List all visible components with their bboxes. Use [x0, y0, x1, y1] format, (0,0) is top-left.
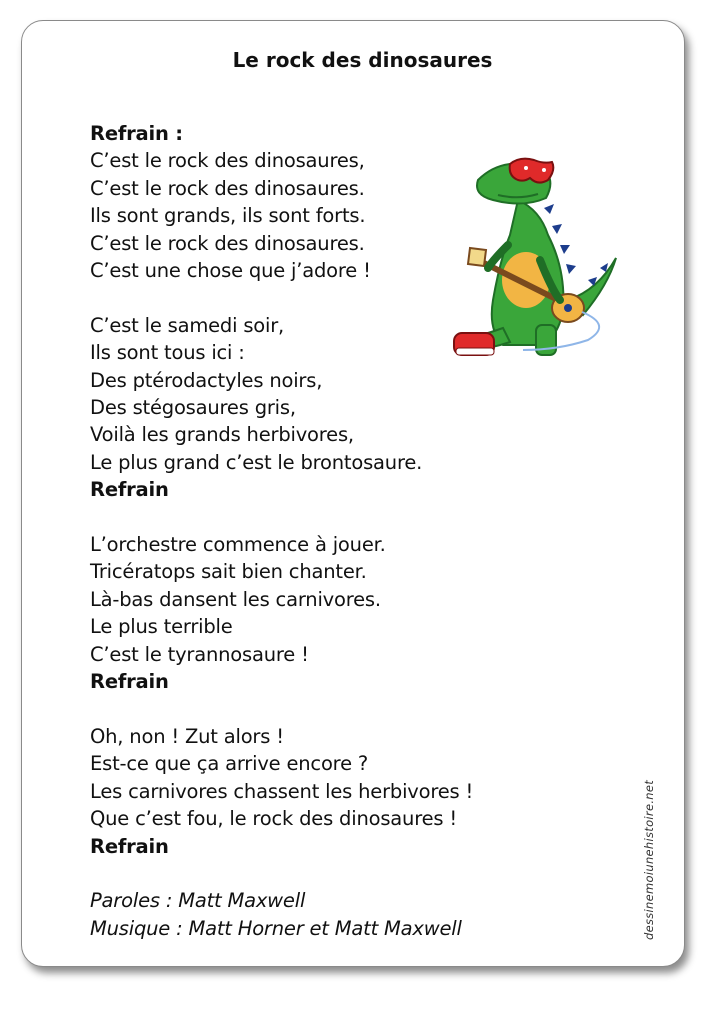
refrain-reference: Refrain	[90, 670, 169, 694]
website-watermark: dessinemoiunehistoire.net	[642, 779, 656, 940]
refrain-reference: Refrain	[90, 478, 169, 502]
verse2-line: Là-bas dansent les carnivores.	[90, 587, 381, 611]
verse1-line: Voilà les grands herbivores,	[90, 423, 354, 447]
verse2-line: C’est le tyrannosaure !	[90, 642, 309, 666]
refrain-line: C’est le rock des dinosaures,	[90, 149, 365, 173]
verse3-line: Oh, non ! Zut alors !	[90, 724, 284, 748]
refrain-line: Ils sont grands, ils sont forts.	[90, 204, 366, 228]
poem-title: Le rock des dinosaures	[232, 48, 493, 72]
verse2-line: L’orchestre commence à jouer.	[90, 533, 386, 557]
refrain-line: C’est le rock des dinosaures.	[90, 176, 365, 200]
verse1-line: C’est le samedi soir,	[90, 313, 285, 337]
refrain-heading: Refrain :	[90, 122, 183, 145]
refrain-reference: Refrain	[90, 834, 169, 858]
verse3-line: Les carnivores chassent les herbivores !	[90, 779, 474, 803]
refrain-line: C’est le rock des dinosaures.	[90, 231, 365, 255]
verse1-line: Des stégosaures gris,	[90, 396, 296, 420]
verse3-line: Que c’est fou, le rock des dinosaures !	[90, 807, 457, 831]
verse3-line: Est-ce que ça arrive encore ?	[90, 752, 369, 776]
lyrics-credit: Paroles : Matt Maxwell	[90, 889, 306, 913]
dinosaur-guitar-illustration	[448, 150, 628, 365]
verse2-line: Tricératops sait bien chanter.	[90, 560, 367, 584]
music-credit: Musique : Matt Horner et Matt Maxwell	[90, 916, 462, 940]
verse2-line: Le plus terrible	[90, 615, 233, 639]
verse1-line: Des ptérodactyles noirs,	[90, 368, 323, 392]
verse1-line: Le plus grand c’est le brontosaure.	[90, 450, 423, 474]
refrain-line: C’est une chose que j’adore !	[90, 259, 371, 283]
verse1-line: Ils sont tous ici :	[90, 341, 245, 365]
